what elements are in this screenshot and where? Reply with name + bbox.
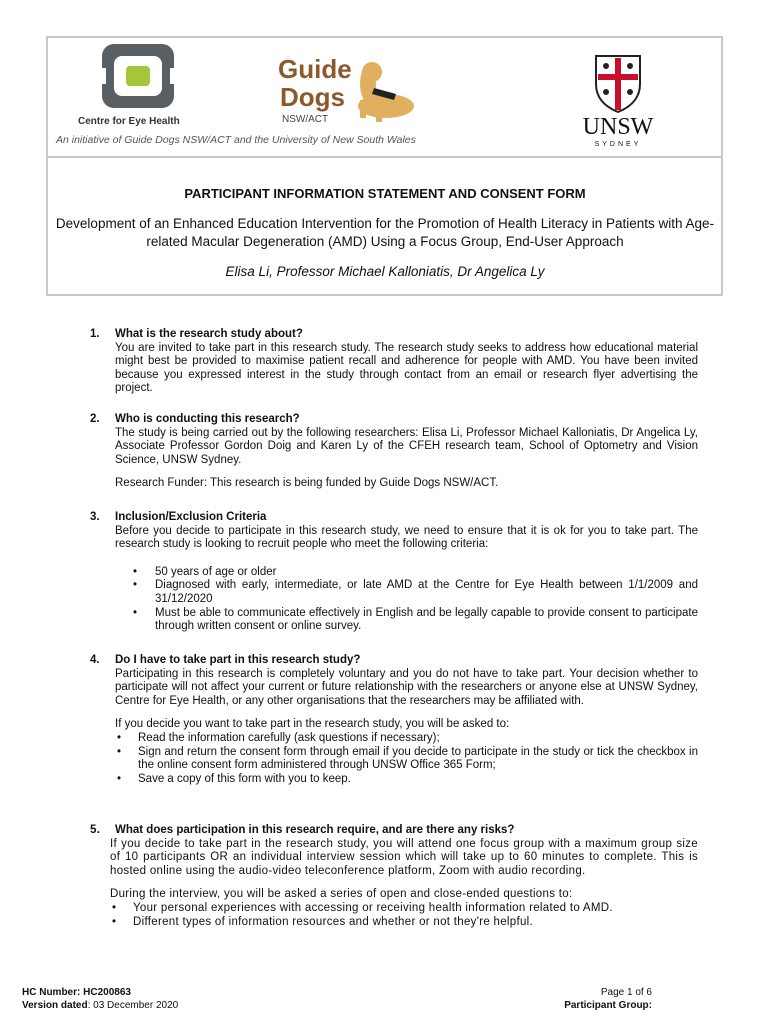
section-number: 2. xyxy=(90,413,100,425)
initiative-text: An initiative of Guide Dogs NSW/ACT and the University of New South Wales xyxy=(56,134,416,146)
section-3 xyxy=(90,511,698,634)
participant-group: Participant Group: xyxy=(564,999,652,1011)
gd-logo-line1: Guide xyxy=(278,54,352,84)
list-item: • Save a copy of this form with you to keep. xyxy=(115,773,698,787)
section-body xyxy=(115,342,698,396)
steps-list xyxy=(115,732,698,786)
guide-dogs-logo xyxy=(276,48,426,128)
section-number: 5. xyxy=(90,824,101,836)
section-heading: Inclusion/Exclusion Criteria xyxy=(115,511,267,523)
section-number: 4. xyxy=(90,654,100,666)
list-item: • Your personal experiences with accessing or receiving health information related to AMD. xyxy=(110,902,698,916)
paragraph: Before you decide to participate in this research study, we need to ensure that it is ok for you to take part. The research study is looking to recruit people who meet the following criteria: xyxy=(115,524,698,551)
section-body xyxy=(115,427,698,491)
list-item: • Must be able to communicate effectively in English and be legally capable to provide consent to participate through written consent or online survey. xyxy=(115,607,698,634)
list-item: • Different types of information resources and whether or not they're helpful. xyxy=(110,916,698,930)
paragraph: The study is being carried out by the following researchers: Elisa Li, Professor Michael Kalloniatis, Dr Angelica Ly, Associate Professor Gordon Doig and Karen Ly of the CFEH research team, School of Optometry and Vision Science, UNSW Sydney. xyxy=(115,426,698,466)
list-item: • Read the information carefully (ask questions if necessary); xyxy=(115,732,698,746)
gd-logo-line2: Dogs xyxy=(280,82,345,112)
section-1 xyxy=(90,328,698,396)
section-heading: What is the research study about? xyxy=(115,328,303,340)
list-item: • Sign and return the consent form through email if you decide to participate in the study or tick the checkbox in the online consent form administered through UNSW Office 365 Form; xyxy=(115,746,698,773)
hc-number: HC200863 xyxy=(83,987,131,998)
criteria-list xyxy=(115,566,698,634)
unsw-logo-sub: SYDNEY xyxy=(594,141,642,148)
section-number: 1. xyxy=(90,328,100,340)
cfeh-logo-text: Centre for Eye Health xyxy=(78,116,180,127)
list-item: • 50 years of age or older xyxy=(115,566,698,580)
footer-left xyxy=(22,987,178,1012)
paragraph: Participating in this research is completely voluntary and you do not have to take part. Your decision whether to participate will not affect your current or future relationship with the researchers or anyone else at UNSW Sydney, Centre for Eye Health, or any other organisations that the researchers may be affiliated with. xyxy=(115,667,698,707)
funder-text: Research Funder: This research is being funded by Guide Dogs NSW/ACT. xyxy=(115,477,499,490)
form-title: PARTICIPANT INFORMATION STATEMENT AND CONSENT FORM xyxy=(184,186,586,201)
section-body xyxy=(110,838,698,930)
authors: Elisa Li, Professor Michael Kalloniatis, Dr Angelica Ly xyxy=(225,264,545,279)
section-heading: Who is conducting this research? xyxy=(115,413,300,425)
section-5 xyxy=(90,824,698,929)
footer-right xyxy=(564,987,652,1012)
interview-topics-list xyxy=(110,902,698,929)
section-body xyxy=(115,525,698,634)
paragraph: You are invited to take part in this research study. The research study seeks to address how educational material might best be provided to maximise patient recall and adherence for people with AMD. You have been invited because you expressed interest in the study through contact from an email or research flyer advertising the project. xyxy=(115,341,698,395)
list-item: • Diagnosed with early, intermediate, or late AMD at the Centre for Eye Health between 1/1/2009 and 31/12/2020 xyxy=(115,579,698,606)
paragraph: If you decide you want to take part in the research study, you will be asked to: xyxy=(115,718,510,731)
hc-label: HC Number: xyxy=(22,987,84,998)
section-heading: Do I have to take part in this research study? xyxy=(115,654,361,666)
header-box xyxy=(46,36,723,296)
header-divider xyxy=(48,156,721,158)
section-4 xyxy=(90,654,698,786)
study-title: Development of an Enhanced Education Intervention for the Promotion of Health Literacy in Patients with Age-related Macular Degeneration (AMD) Using a Focus Group, End-User Approach xyxy=(55,216,715,249)
section-2 xyxy=(90,413,698,491)
version-label: Version dated xyxy=(22,999,88,1011)
gd-logo-sub: NSW/ACT xyxy=(282,114,329,125)
paragraph: During the interview, you will be asked a series of open and close-ended questions to: xyxy=(110,888,573,901)
section-body xyxy=(115,668,698,787)
paragraph: If you decide to take part in the research study, you will attend one focus group with a maximum group size of 10 participants OR an individual interview session which will take up to 60 minutes to complete. This is hosted online using the audio-video teleconference platform, Zoom with audio recording. xyxy=(110,837,698,877)
section-heading: What does participation in this research require, and are there any risks? xyxy=(115,824,515,836)
unsw-logo xyxy=(568,48,668,148)
version-date: : 03 December 2020 xyxy=(87,999,179,1011)
unsw-logo-text: UNSW xyxy=(582,114,654,140)
page-number: Page 1 of 6 xyxy=(600,987,652,998)
section-number: 3. xyxy=(90,511,100,523)
